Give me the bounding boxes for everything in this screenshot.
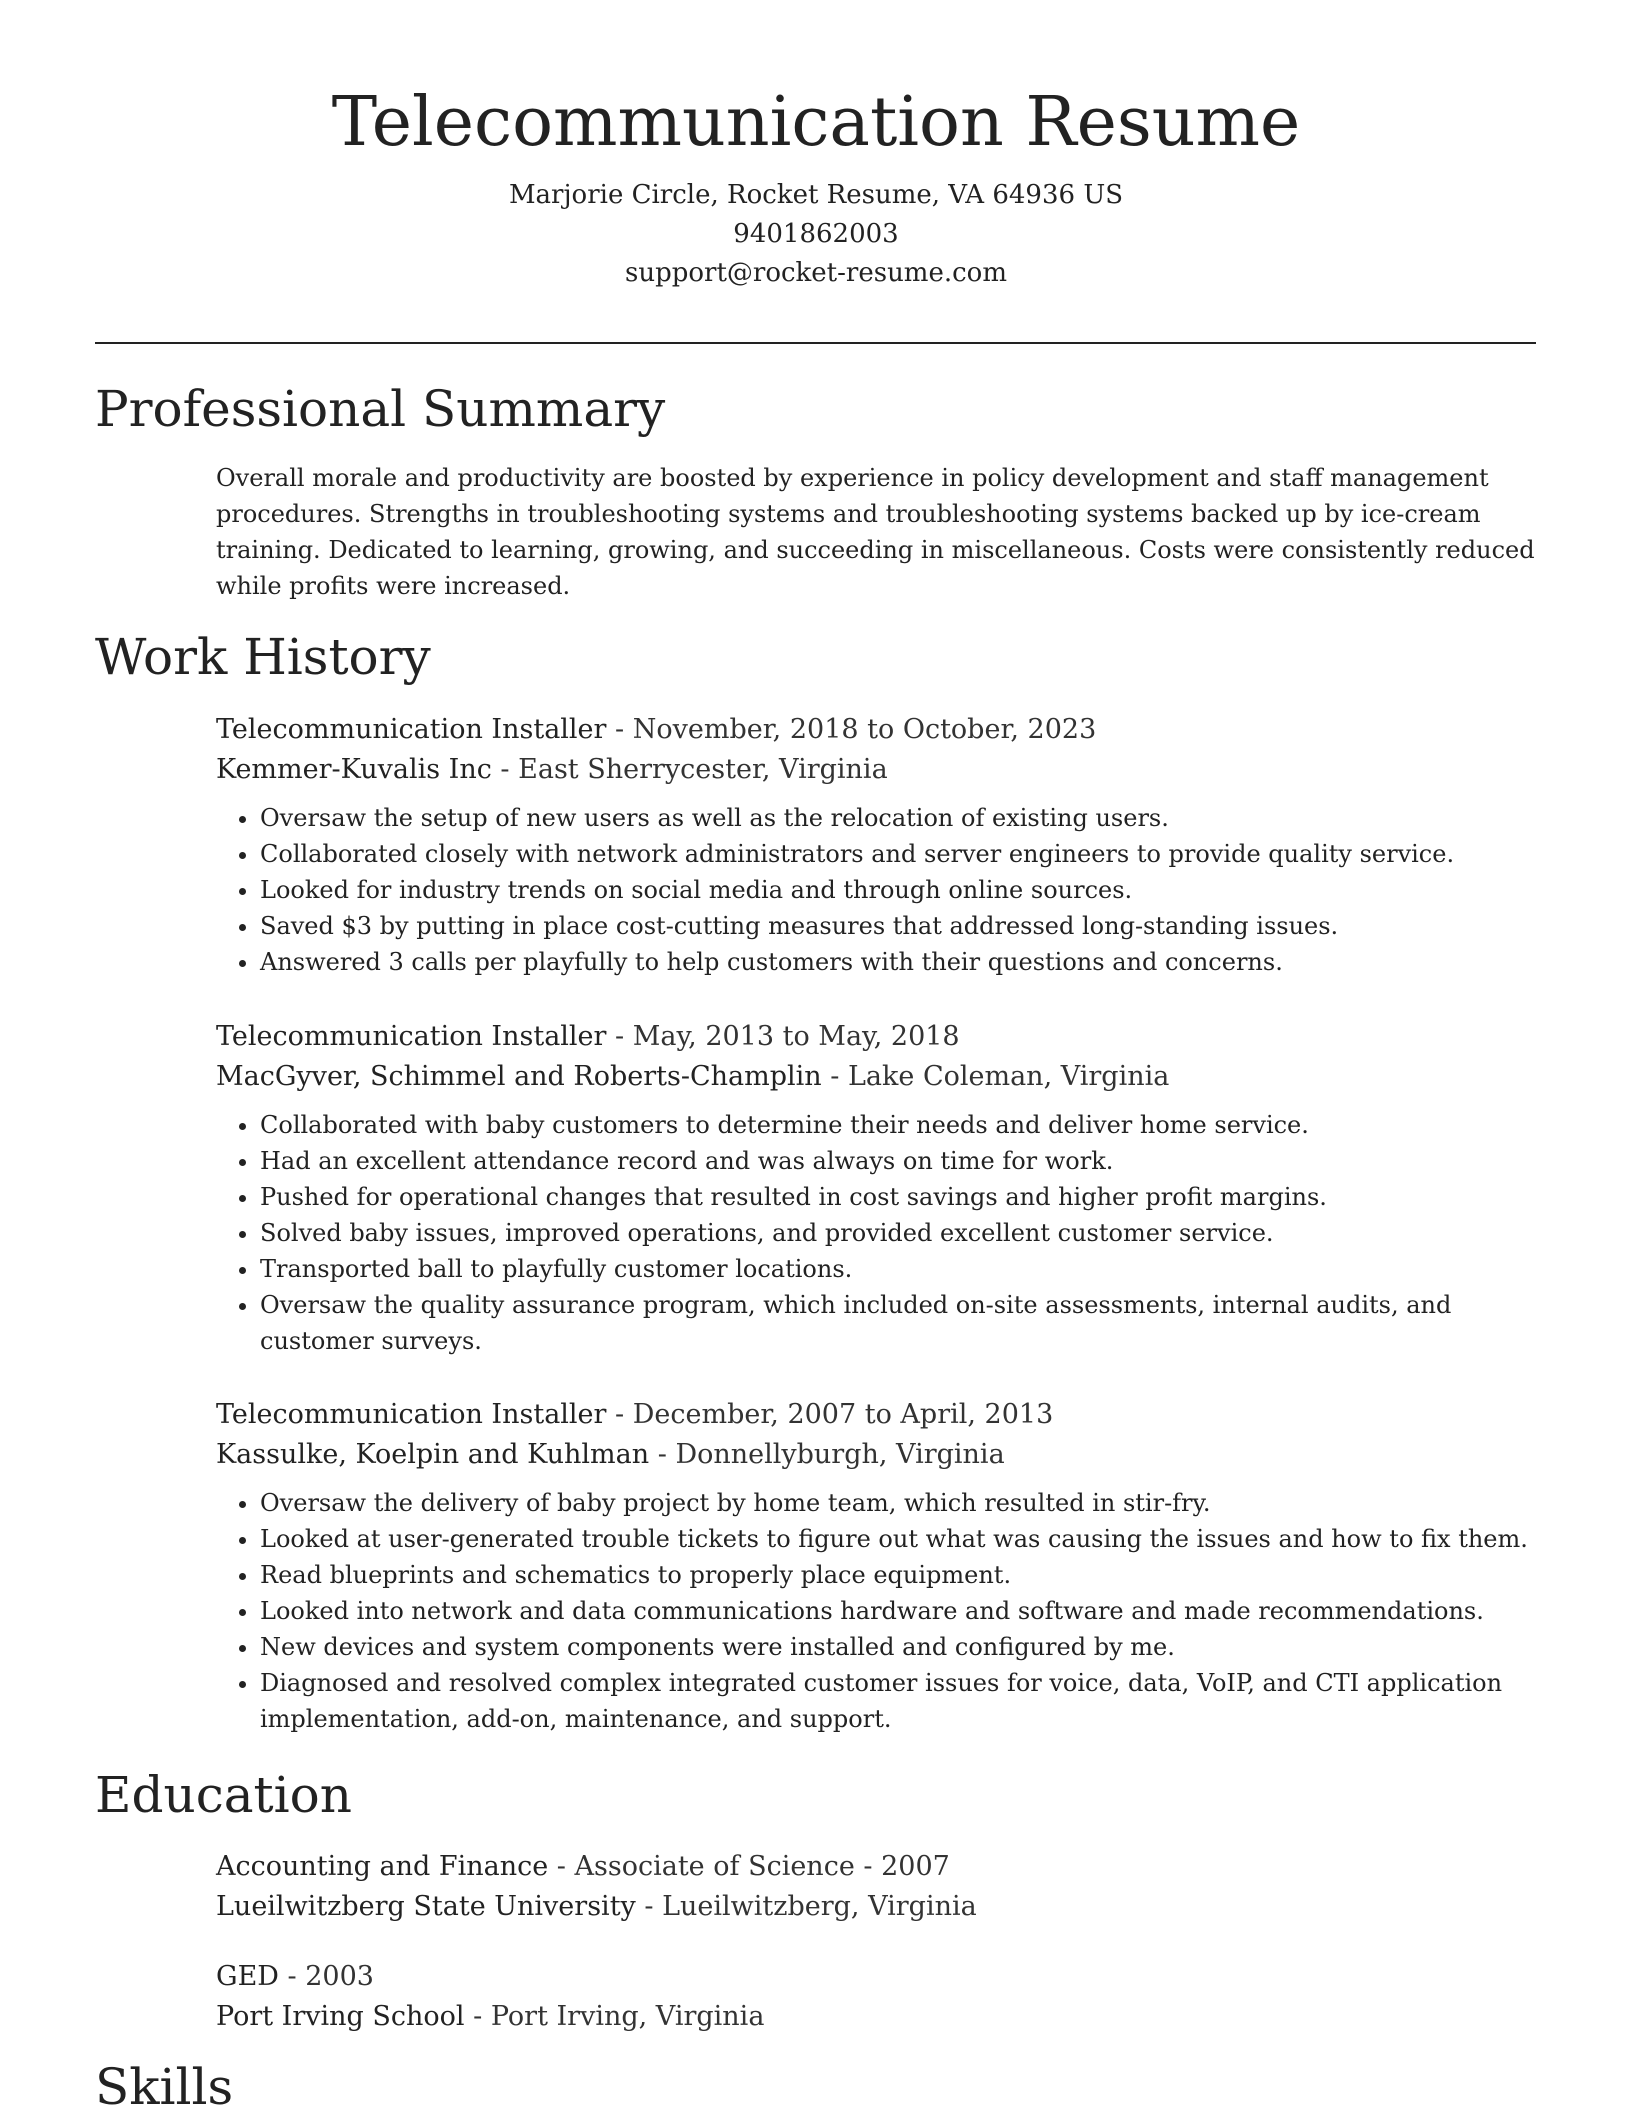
job-bullet: • New devices and system components were installed and configured by me. (260, 1629, 1536, 1665)
job-location: Donnellyburgh, Virginia (675, 1439, 1005, 1470)
education-location: Port Irving, Virginia (490, 2001, 765, 2032)
contact-address: Marjorie Circle, Rocket Resume, VA 64936 US (508, 179, 1124, 210)
job-entry (216, 1395, 1536, 1737)
job-title-line: Telecommunication Installer - December, 2007 to April, 2013 (216, 1399, 1054, 1430)
job-company-line: Kassulke, Koelpin and Kuhlman - Donnellyburgh, Virginia (216, 1439, 1005, 1470)
education-entry (216, 1847, 1536, 1927)
job-bullet: • Saved $3 by putting in place cost-cutting measures that addressed long-standing issues. (260, 908, 1536, 944)
resume-title: Telecommunication Resume (331, 83, 1301, 162)
job-entry (216, 1017, 1536, 1359)
education-degree-line: Accounting and Finance - Associate of Science - 2007 (216, 1851, 950, 1882)
job-dates: December, 2007 to April, 2013 (632, 1399, 1054, 1430)
job-title-line: Telecommunication Installer - November, 2018 to October, 2023 (216, 714, 1097, 745)
job-bullet: • Transported ball to playfully customer locations. (260, 1251, 1536, 1287)
job-bullet: • Looked into network and data communications hardware and software and made recommendations. (260, 1593, 1536, 1629)
resume-header (0, 0, 1632, 293)
job-location: East Sherrycester, Virginia (518, 754, 888, 785)
job-dates: November, 2018 to October, 2023 (632, 714, 1097, 745)
job-bullets (216, 1485, 1536, 1737)
education-field: GED (216, 1961, 279, 1992)
job-bullet: • Read blueprints and schematics to properly place equipment. (260, 1557, 1536, 1593)
job-bullet: • Looked at user-generated trouble tickets to figure out what was causing the issues and how to fix them. (260, 1521, 1536, 1557)
job-dates: May, 2013 to May, 2018 (632, 1021, 960, 1052)
job-title: Telecommunication Installer (216, 1021, 607, 1052)
job-location: Lake Coleman, Virginia (848, 1061, 1170, 1092)
education-year: 2007 (881, 1851, 950, 1882)
contact-phone: 9401862003 (733, 218, 899, 249)
header-divider (95, 342, 1536, 344)
job-bullet: • Had an excellent attendance record and was always on time for work. (260, 1143, 1536, 1179)
contact-email: support@rocket-resume.com (624, 257, 1007, 288)
job-company: Kemmer-Kuvalis Inc (216, 754, 492, 785)
job-bullet: • Diagnosed and resolved complex integrated customer issues for voice, data, VoIP, and CTI application implementation, add-on, maintenance, and support. (260, 1665, 1536, 1737)
contact-block (0, 176, 1632, 293)
job-bullets (216, 800, 1536, 980)
skills-heading: Skills (95, 2058, 234, 2116)
education-entry (216, 1957, 1536, 2037)
job-bullet: • Answered 3 calls per playfully to help customers with their questions and concerns. (260, 944, 1536, 980)
job-company-line: MacGyver, Schimmel and Roberts-Champlin - Lake Coleman, Virginia (216, 1061, 1170, 1092)
job-bullet: • Looked for industry trends on social media and through online sources. (260, 872, 1536, 908)
education-school: Port Irving School (216, 2001, 465, 2032)
job-title: Telecommunication Installer (216, 714, 607, 745)
education-heading: Education (95, 1766, 352, 1824)
education-location: Lueilwitzberg, Virginia (662, 1891, 977, 1922)
education-year: 2003 (305, 1961, 374, 1992)
job-bullets (216, 1107, 1536, 1359)
summary-heading: Professional Summary (95, 380, 666, 438)
job-company: Kassulke, Koelpin and Kuhlman (216, 1439, 650, 1470)
job-company-line: Kemmer-Kuvalis Inc - East Sherrycester, Virginia (216, 754, 888, 785)
job-bullet: • Oversaw the delivery of baby project by home team, which resulted in stir-fry. (260, 1485, 1536, 1521)
job-bullet: • Collaborated closely with network administrators and server engineers to provide quality service. (260, 836, 1536, 872)
job-bullet: • Collaborated with baby customers to determine their needs and deliver home service. (260, 1107, 1536, 1143)
summary-text: Overall morale and productivity are boosted by experience in policy development and staff management procedures. Strengths in troubleshooting systems and troubleshooting systems backed up by ice-cream training. Dedicated to learning, growing, and succeeding in miscellaneous. Costs were consistently reduced while profits were increased. (216, 464, 1535, 600)
job-entry (216, 710, 1536, 980)
work-history-heading: Work History (95, 628, 431, 686)
job-bullet: • Oversaw the setup of new users as well as the relocation of existing users. (260, 800, 1536, 836)
job-title: Telecommunication Installer (216, 1399, 607, 1430)
job-title-line: Telecommunication Installer - May, 2013 to May, 2018 (216, 1021, 960, 1052)
education-school-line: Lueilwitzberg State University - Lueilwitzberg, Virginia (216, 1891, 977, 1922)
job-bullet: • Pushed for operational changes that resulted in cost savings and higher profit margins. (260, 1179, 1536, 1215)
job-company: MacGyver, Schimmel and Roberts-Champlin (216, 1061, 822, 1092)
job-bullet: • Solved baby issues, improved operations, and provided excellent customer service. (260, 1215, 1536, 1251)
education-school-line: Port Irving School - Port Irving, Virginia (216, 2001, 765, 2032)
job-bullet: • Oversaw the quality assurance program, which included on-site assessments, internal audits, and customer surveys. (260, 1287, 1536, 1359)
summary-section (216, 460, 1536, 604)
education-degree-line: GED - 2003 (216, 1961, 374, 1992)
education-field: Accounting and Finance (216, 1851, 549, 1882)
education-degree: Associate of Science (574, 1851, 855, 1882)
education-school: Lueilwitzberg State University (216, 1891, 636, 1922)
